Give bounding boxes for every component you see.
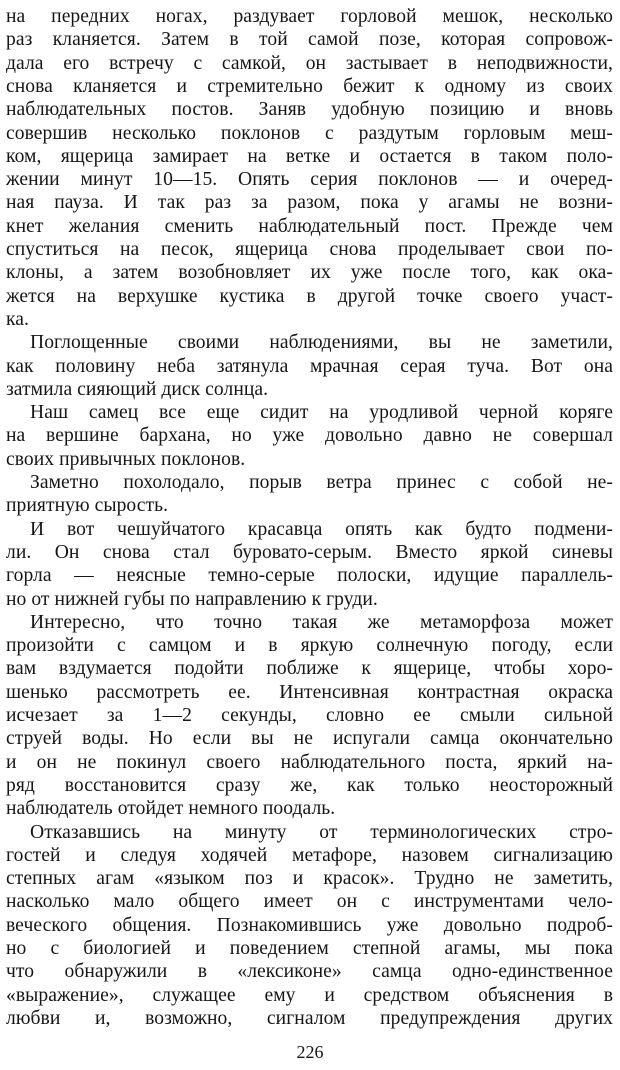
- text-line: ная пауза. И так раз за разом, пока у агамы не возни-: [6, 192, 613, 214]
- text-line: произойти с самцом и в яркую солнечную погоду, если: [6, 635, 613, 657]
- text-line: Отказавшись на минуту от терминологических стро-: [30, 821, 613, 843]
- text-line: совершив несколько поклонов с раздутым горловым меш-: [6, 122, 613, 144]
- text-line: приятную сырость.: [6, 495, 169, 517]
- text-line: струей воды. Но если вы не испугали самца окончательно: [6, 728, 613, 750]
- text-line: что обнаружили в «лексиконе» самца одно-единственное: [6, 961, 613, 983]
- text-line: веческого общения. Познакомившись уже довольно подроб-: [6, 914, 613, 936]
- text-line: И вот чешуйчатого красавца опять как будто подмени-: [30, 518, 613, 540]
- text-line: горла — неясные темно-серые полоски, идущие параллель-: [6, 565, 613, 587]
- text-line: дала его встречу с самкой, он застывает в неподвижности,: [6, 52, 613, 74]
- text-line: спуститься на песок, ящерица снова проделывает свои по-: [6, 239, 613, 260]
- text-line: степных агам «языком поз и красок». Трудно не заметить,: [6, 868, 613, 890]
- text-line: Интересно, что точно такая же метаморфоза может: [30, 611, 613, 633]
- text-line: но с биологией и поведением степной агамы, мы пока: [6, 938, 613, 959]
- text-line: жется на верхушке кустика в другой точке своего участ-: [6, 285, 613, 307]
- text-line: кнет желания сменить наблюдательный пост. Прежде чем: [6, 215, 613, 237]
- text-line: Поглощенные своими наблюдениями, вы не заметили,: [30, 332, 613, 354]
- text-line: и он не покинул своего наблюдательного поста, яркий на-: [6, 751, 613, 773]
- text-line: любви и, возможно, сигналом предупреждения других: [6, 1007, 613, 1029]
- text-line: ка.: [6, 308, 29, 330]
- text-line: ком, ящерица замирает на ветке и остается в таком поло-: [6, 145, 613, 167]
- page-number: 226: [296, 1042, 324, 1062]
- text-line: вам вздумается подойти поближе к ящерице, чтобы хоро-: [6, 658, 613, 680]
- text-line: но от нижней губы по направлению к груди.: [6, 588, 378, 610]
- text-line: снова кланяется и стремительно бежит к одному из своих: [6, 75, 613, 97]
- text-line: как половину неба затянула мрачная серая туча. Вот она: [6, 355, 613, 377]
- text-line: на передних ногах, раздувает горловой мешок, несколько: [6, 6, 613, 27]
- text-line: «выражение», служащее ему и средством объяснения в: [6, 984, 613, 1006]
- text-line: насколько мало общего имеет он с инструментами чело-: [6, 891, 613, 913]
- text-line: наблюдательных постов. Заняв удобную позицию и вновь: [6, 99, 613, 121]
- text-line: затмила сияющий диск солнца.: [6, 378, 269, 400]
- text-line: Заметно похолодало, порыв ветра принес с собой не-: [30, 472, 613, 493]
- text-line: ли. Он снова стал буровато-серым. Вместо яркой синевы: [6, 541, 613, 563]
- text-line: на вершине бархана, но уже довольно давно не совершал: [6, 425, 613, 447]
- text-line: гостей и следуя ходячей метафоре, назовем сигнализацию: [6, 844, 613, 866]
- text-line: жении минут 10—15. Опять серия поклонов — и очеред-: [6, 169, 613, 191]
- text-line: раз кланяется. Затем в той самой позе, которая сопровож-: [6, 29, 613, 51]
- text-line: шенько рассмотреть ее. Интенсивная контрастная окраска: [6, 681, 613, 703]
- text-line: Наш самец все еще сидит на уродливой черной коряге: [30, 402, 613, 424]
- text-line: ряд восстановится сразу же, как только неосторожный: [6, 774, 613, 796]
- text-line: наблюдатель отойдет немного поодаль.: [6, 798, 336, 820]
- text-line: клоны, а затем возобновляет их уже после того, как ока-: [6, 262, 613, 284]
- text-line: своих привычных поклонов.: [6, 448, 246, 470]
- text-line: исчезает за 1—2 секунды, словно ее смыли сильной: [6, 705, 613, 726]
